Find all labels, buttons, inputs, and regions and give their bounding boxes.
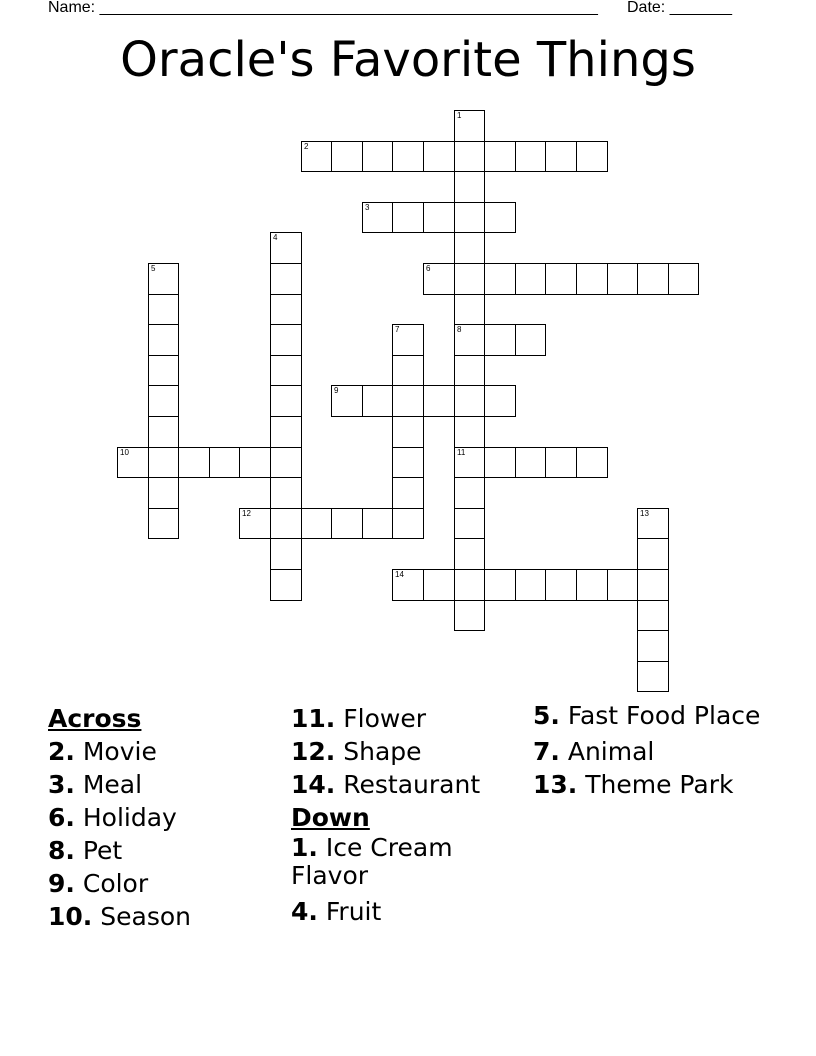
clue-down-13: 13. Theme Park bbox=[533, 770, 734, 799]
grid-cell[interactable] bbox=[392, 416, 424, 448]
grid-cell[interactable] bbox=[392, 355, 424, 386]
grid-cell[interactable] bbox=[331, 141, 363, 172]
grid-cell[interactable] bbox=[454, 355, 485, 386]
grid-cell[interactable] bbox=[392, 477, 424, 509]
grid-cell[interactable] bbox=[362, 385, 393, 417]
grid-cell[interactable] bbox=[637, 508, 669, 539]
clue-number: 11 bbox=[457, 448, 466, 457]
clue-number: 3 bbox=[365, 203, 370, 212]
grid-cell[interactable] bbox=[454, 508, 485, 539]
grid-cell[interactable] bbox=[454, 232, 485, 264]
grid-cell[interactable] bbox=[148, 294, 179, 325]
date-field-label: Date: _______ bbox=[627, 0, 732, 16]
grid-cell[interactable] bbox=[148, 385, 179, 417]
grid-cell[interactable] bbox=[392, 141, 424, 172]
grid-cell[interactable] bbox=[637, 538, 669, 570]
grid-cell[interactable] bbox=[515, 447, 546, 478]
grid-cell[interactable] bbox=[545, 569, 577, 601]
grid-cell[interactable] bbox=[209, 447, 240, 478]
grid-cell[interactable] bbox=[423, 569, 455, 601]
name-field-label: Name: ________________________________________________________ bbox=[48, 0, 598, 16]
grid-cell[interactable] bbox=[148, 447, 179, 478]
grid-cell[interactable] bbox=[515, 324, 546, 356]
grid-cell[interactable] bbox=[637, 263, 669, 295]
grid-cell[interactable] bbox=[454, 110, 485, 142]
grid-cell[interactable] bbox=[454, 416, 485, 448]
grid-cell[interactable] bbox=[392, 202, 424, 233]
grid-cell[interactable] bbox=[239, 508, 271, 539]
clue-number: 8 bbox=[457, 325, 462, 334]
grid-cell[interactable] bbox=[484, 447, 516, 478]
grid-cell[interactable] bbox=[454, 600, 485, 631]
grid-cell[interactable] bbox=[270, 385, 302, 417]
grid-cell[interactable] bbox=[607, 263, 638, 295]
page-title: Oracle's Favorite Things bbox=[120, 32, 696, 88]
clues-column-2 bbox=[291, 702, 521, 928]
grid-cell[interactable] bbox=[148, 263, 179, 295]
grid-cell[interactable] bbox=[392, 447, 424, 478]
clue-down-5: 5. Fast Food Place bbox=[533, 701, 761, 730]
clue-number: 14 bbox=[395, 570, 404, 579]
grid-cell[interactable] bbox=[270, 569, 302, 601]
grid-cell[interactable] bbox=[270, 538, 302, 570]
clue-number: 9 bbox=[334, 386, 339, 395]
grid-cell[interactable] bbox=[637, 661, 669, 692]
grid-cell[interactable] bbox=[484, 263, 516, 295]
grid-cell[interactable] bbox=[148, 416, 179, 448]
grid-cell[interactable] bbox=[515, 569, 546, 601]
clue-across-11: 11. Flower bbox=[291, 704, 426, 733]
grid-cell[interactable] bbox=[331, 385, 363, 417]
grid-cell[interactable] bbox=[454, 538, 485, 570]
grid-cell[interactable] bbox=[484, 141, 516, 172]
grid-cell[interactable] bbox=[270, 294, 302, 325]
grid-cell[interactable] bbox=[454, 141, 485, 172]
grid-cell[interactable] bbox=[454, 447, 485, 478]
clue-number: 13 bbox=[640, 509, 649, 518]
grid-cell[interactable] bbox=[454, 385, 485, 417]
grid-cell[interactable] bbox=[362, 202, 393, 233]
grid-cell[interactable] bbox=[454, 569, 485, 601]
grid-cell[interactable] bbox=[637, 630, 669, 662]
grid-cell[interactable] bbox=[637, 569, 669, 601]
grid-cell[interactable] bbox=[362, 141, 393, 172]
grid-cell[interactable] bbox=[392, 385, 424, 417]
grid-cell[interactable] bbox=[270, 355, 302, 386]
grid-cell[interactable] bbox=[270, 232, 302, 264]
clue-number: 7 bbox=[395, 325, 400, 334]
clue-number: 2 bbox=[304, 142, 309, 151]
clue-number: 6 bbox=[426, 264, 431, 273]
grid-cell[interactable] bbox=[239, 447, 271, 478]
grid-cell[interactable] bbox=[301, 508, 332, 539]
grid-cell[interactable] bbox=[392, 508, 424, 539]
grid-cell[interactable] bbox=[545, 263, 577, 295]
grid-cell[interactable] bbox=[301, 141, 332, 172]
clue-across-9: 9. Color bbox=[48, 869, 149, 898]
clues-column-3 bbox=[533, 702, 773, 801]
grid-cell[interactable] bbox=[576, 141, 608, 172]
grid-cell[interactable] bbox=[454, 202, 485, 233]
grid-cell[interactable] bbox=[484, 569, 516, 601]
grid-cell[interactable] bbox=[454, 263, 485, 295]
grid-cell[interactable] bbox=[423, 202, 455, 233]
clue-down-1: 1. Ice Cream Flavor bbox=[291, 833, 453, 890]
grid-cell[interactable] bbox=[454, 477, 485, 509]
clues-column-1 bbox=[48, 702, 278, 933]
grid-cell[interactable] bbox=[515, 141, 546, 172]
grid-cell[interactable] bbox=[178, 447, 210, 478]
grid-cell[interactable] bbox=[392, 569, 424, 601]
clue-number: 12 bbox=[242, 509, 251, 518]
clue-down-7: 7. Animal bbox=[533, 737, 655, 766]
clue-number: 1 bbox=[457, 111, 462, 120]
grid-cell[interactable] bbox=[270, 324, 302, 356]
grid-cell[interactable] bbox=[637, 600, 669, 631]
clue-down-4: 4. Fruit bbox=[291, 897, 382, 926]
grid-cell[interactable] bbox=[545, 447, 577, 478]
grid-cell[interactable] bbox=[545, 141, 577, 172]
grid-cell[interactable] bbox=[331, 508, 363, 539]
grid-cell[interactable] bbox=[576, 447, 608, 478]
clue-across-14: 14. Restaurant bbox=[291, 770, 481, 799]
grid-cell[interactable] bbox=[148, 508, 179, 539]
clue-across-6: 6. Holiday bbox=[48, 803, 177, 832]
grid-cell[interactable] bbox=[148, 477, 179, 509]
clue-across-10: 10. Season bbox=[48, 902, 191, 931]
clue-across-3: 3. Meal bbox=[48, 770, 143, 799]
grid-cell[interactable] bbox=[454, 171, 485, 203]
grid-cell[interactable] bbox=[148, 324, 179, 356]
clue-across-8: 8. Pet bbox=[48, 836, 123, 865]
down-heading: Down bbox=[291, 803, 370, 832]
grid-cell[interactable] bbox=[607, 569, 638, 601]
grid-cell[interactable] bbox=[576, 263, 608, 295]
grid-cell[interactable] bbox=[423, 263, 455, 295]
grid-cell[interactable] bbox=[392, 324, 424, 356]
clue-across-12: 12. Shape bbox=[291, 737, 422, 766]
grid-cell[interactable] bbox=[423, 141, 455, 172]
grid-cell[interactable] bbox=[148, 355, 179, 386]
grid-cell[interactable] bbox=[484, 202, 516, 233]
clue-across-2: 2. Movie bbox=[48, 737, 157, 766]
grid-cell[interactable] bbox=[270, 508, 302, 539]
grid-cell[interactable] bbox=[454, 324, 485, 356]
grid-cell[interactable] bbox=[423, 385, 455, 417]
grid-cell[interactable] bbox=[668, 263, 699, 295]
grid-cell[interactable] bbox=[270, 263, 302, 295]
grid-cell[interactable] bbox=[515, 263, 546, 295]
grid-cell[interactable] bbox=[576, 569, 608, 601]
grid-cell[interactable] bbox=[270, 477, 302, 509]
grid-cell[interactable] bbox=[484, 385, 516, 417]
grid-cell[interactable] bbox=[117, 447, 149, 478]
across-heading: Across bbox=[48, 704, 142, 733]
clue-number: 10 bbox=[120, 448, 129, 457]
grid-cell[interactable] bbox=[270, 416, 302, 448]
grid-cell[interactable] bbox=[270, 447, 302, 478]
grid-cell[interactable] bbox=[484, 324, 516, 356]
grid-cell[interactable] bbox=[362, 508, 393, 539]
clue-number: 4 bbox=[273, 233, 278, 242]
grid-cell[interactable] bbox=[454, 294, 485, 325]
clue-number: 5 bbox=[151, 264, 156, 273]
